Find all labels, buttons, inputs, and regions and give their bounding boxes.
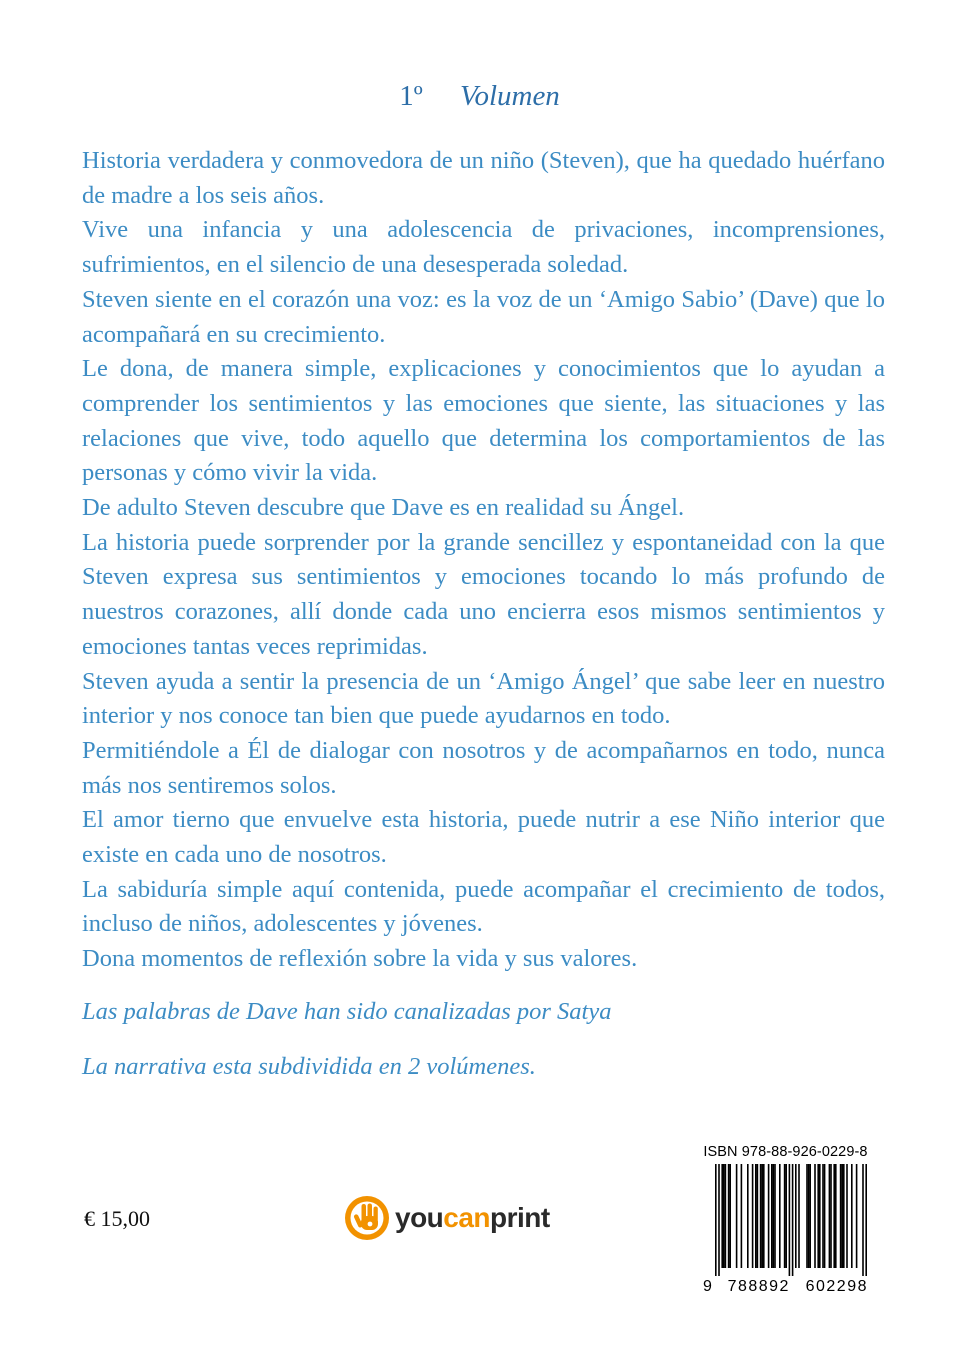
barcode-bar: [763, 1164, 765, 1268]
barcode-bar: [830, 1164, 832, 1268]
barcode-block: [703, 1144, 868, 1298]
synopsis-paragraph: El amor tierno que envuelve esta historia, puede nutrir a ese Niño interior que existe en cada uno de nosotros.: [82, 806, 885, 869]
synopsis-paragraph: Vive una infancia y una adolescencia de privaciones, incomprensiones, sufrimientos, en el silencio de una desesperada soledad.: [82, 216, 885, 279]
barcode-bar: [784, 1164, 786, 1268]
barcode-bar: [785, 1164, 787, 1268]
barcode-bar: [761, 1164, 763, 1268]
barcode-bar: [856, 1164, 858, 1268]
barcode-bar: [723, 1164, 725, 1268]
synopsis-paragraph: Steven siente en el corazón una voz: es la voz de un ‘Amigo Sabio’ (Dave) que lo acompañará en su crecimiento.: [82, 285, 885, 348]
barcode-bar: [809, 1164, 811, 1268]
barcode-bar: [741, 1164, 743, 1268]
volume-word: Volumen: [459, 80, 560, 112]
price: € 15,00: [84, 1206, 150, 1231]
barcode-bar: [774, 1164, 776, 1268]
barcode-bar: [798, 1164, 800, 1268]
barcode-bar: [718, 1164, 720, 1276]
barcode-bar: [760, 1164, 762, 1268]
barcode-bar: [819, 1164, 821, 1268]
synopsis-paragraph: La historia puede sorprender por la grande sencillez y espontaneidad con la que Steven expresa sus sentimientos y emociones tocando lo más profundo de nuestros corazones, allí donde cada uno encierra esos mismos sentimientos y emociones tantas veces reprimidas.: [82, 528, 885, 660]
barcode-bar: [736, 1164, 738, 1268]
logo-word-you: you: [395, 1202, 444, 1233]
barcode-bar: [846, 1164, 848, 1268]
barcode-bar: [721, 1164, 723, 1268]
volumes-note: La narrativa esta subdividida en 2 volúmenes.: [82, 1053, 536, 1080]
synopsis-paragraph: Dona momentos de reflexión sobre la vida y sus valores.: [82, 945, 638, 973]
isbn-label: ISBN 978-88-926-0229-8: [703, 1144, 868, 1160]
synopsis-paragraph: La sabiduría simple aquí contenida, puede acompañar el crecimiento de todos, incluso de niños, adolescentes y jóvenes.: [82, 875, 885, 938]
barcode-digits-right: 602298: [805, 1278, 868, 1295]
synopsis: [82, 144, 885, 977]
logo-word-can: can: [443, 1202, 491, 1233]
barcode-bar: [715, 1164, 717, 1276]
barcode-bar: [833, 1164, 835, 1268]
barcode-digits-left: 788892: [727, 1278, 790, 1295]
synopsis-paragraph: Historia verdadera y conmovedora de un niño (Steven), que ha quedado huérfano de madre a los seis años.: [82, 147, 885, 209]
barcode-bar: [835, 1164, 837, 1268]
synopsis-paragraph: Steven ayuda a sentir la presencia de un ‘Amigo Ángel’ que sabe leer en nuestro interior y nos conoce tan bien que puede ayudarnos en todo.: [82, 667, 885, 730]
synopsis-paragraph: Le dona, de manera simple, explicaciones y conocimientos que lo ayudan a comprender los sentimientos y las emociones que siente, las situaciones y las relaciones que vive, todo aquello que determina los comportamientos de las personas y cómo vivir la vida.: [82, 355, 885, 487]
barcode-bar: [841, 1164, 843, 1268]
barcode-bar: [865, 1164, 867, 1276]
barcode-bar: [829, 1164, 831, 1268]
barcode-bar: [817, 1164, 819, 1268]
barcode-bar: [779, 1164, 781, 1268]
barcode: [703, 1164, 868, 1278]
barcode-bar: [789, 1164, 791, 1276]
barcode-digits: [703, 1278, 868, 1296]
publisher-logo: [343, 1192, 558, 1244]
barcode-digit-lead: 9: [703, 1278, 712, 1295]
volume-heading: [0, 80, 959, 113]
barcode-bar: [808, 1164, 810, 1268]
barcode-bar: [792, 1164, 794, 1276]
barcode-bar: [768, 1164, 770, 1268]
barcode-bar: [757, 1164, 759, 1268]
channeling-credit: Las palabras de Dave han sido canalizadas por Satya: [82, 998, 612, 1025]
barcode-bar: [814, 1164, 816, 1268]
barcode-bar: [773, 1164, 775, 1268]
barcode-bar: [728, 1164, 730, 1268]
barcode-bar: [747, 1164, 749, 1268]
barcode-bar: [862, 1164, 864, 1276]
barcode-bar: [729, 1164, 731, 1268]
barcode-bar: [771, 1164, 773, 1268]
synopsis-paragraph: Permitiéndole a Él de dialogar con nosotros y de acompañarnos en todo, nunca más nos sentiremos solos.: [82, 736, 885, 799]
barcode-bar: [851, 1164, 853, 1268]
hand-icon: [343, 1194, 391, 1242]
logo-word-print: print: [490, 1202, 550, 1233]
barcode-bar: [795, 1164, 797, 1268]
barcode-bar: [843, 1164, 845, 1268]
barcode-bar: [824, 1164, 826, 1268]
barcode-bar: [806, 1164, 808, 1268]
barcode-bar: [840, 1164, 842, 1268]
barcode-bar: [725, 1164, 727, 1268]
barcode-bar: [822, 1164, 824, 1268]
synopsis-paragraph: De adulto Steven descubre que Dave es en realidad su Ángel.: [82, 494, 685, 522]
barcode-bar: [752, 1164, 754, 1268]
volume-number: 1º: [399, 80, 423, 112]
barcode-bar: [755, 1164, 757, 1268]
